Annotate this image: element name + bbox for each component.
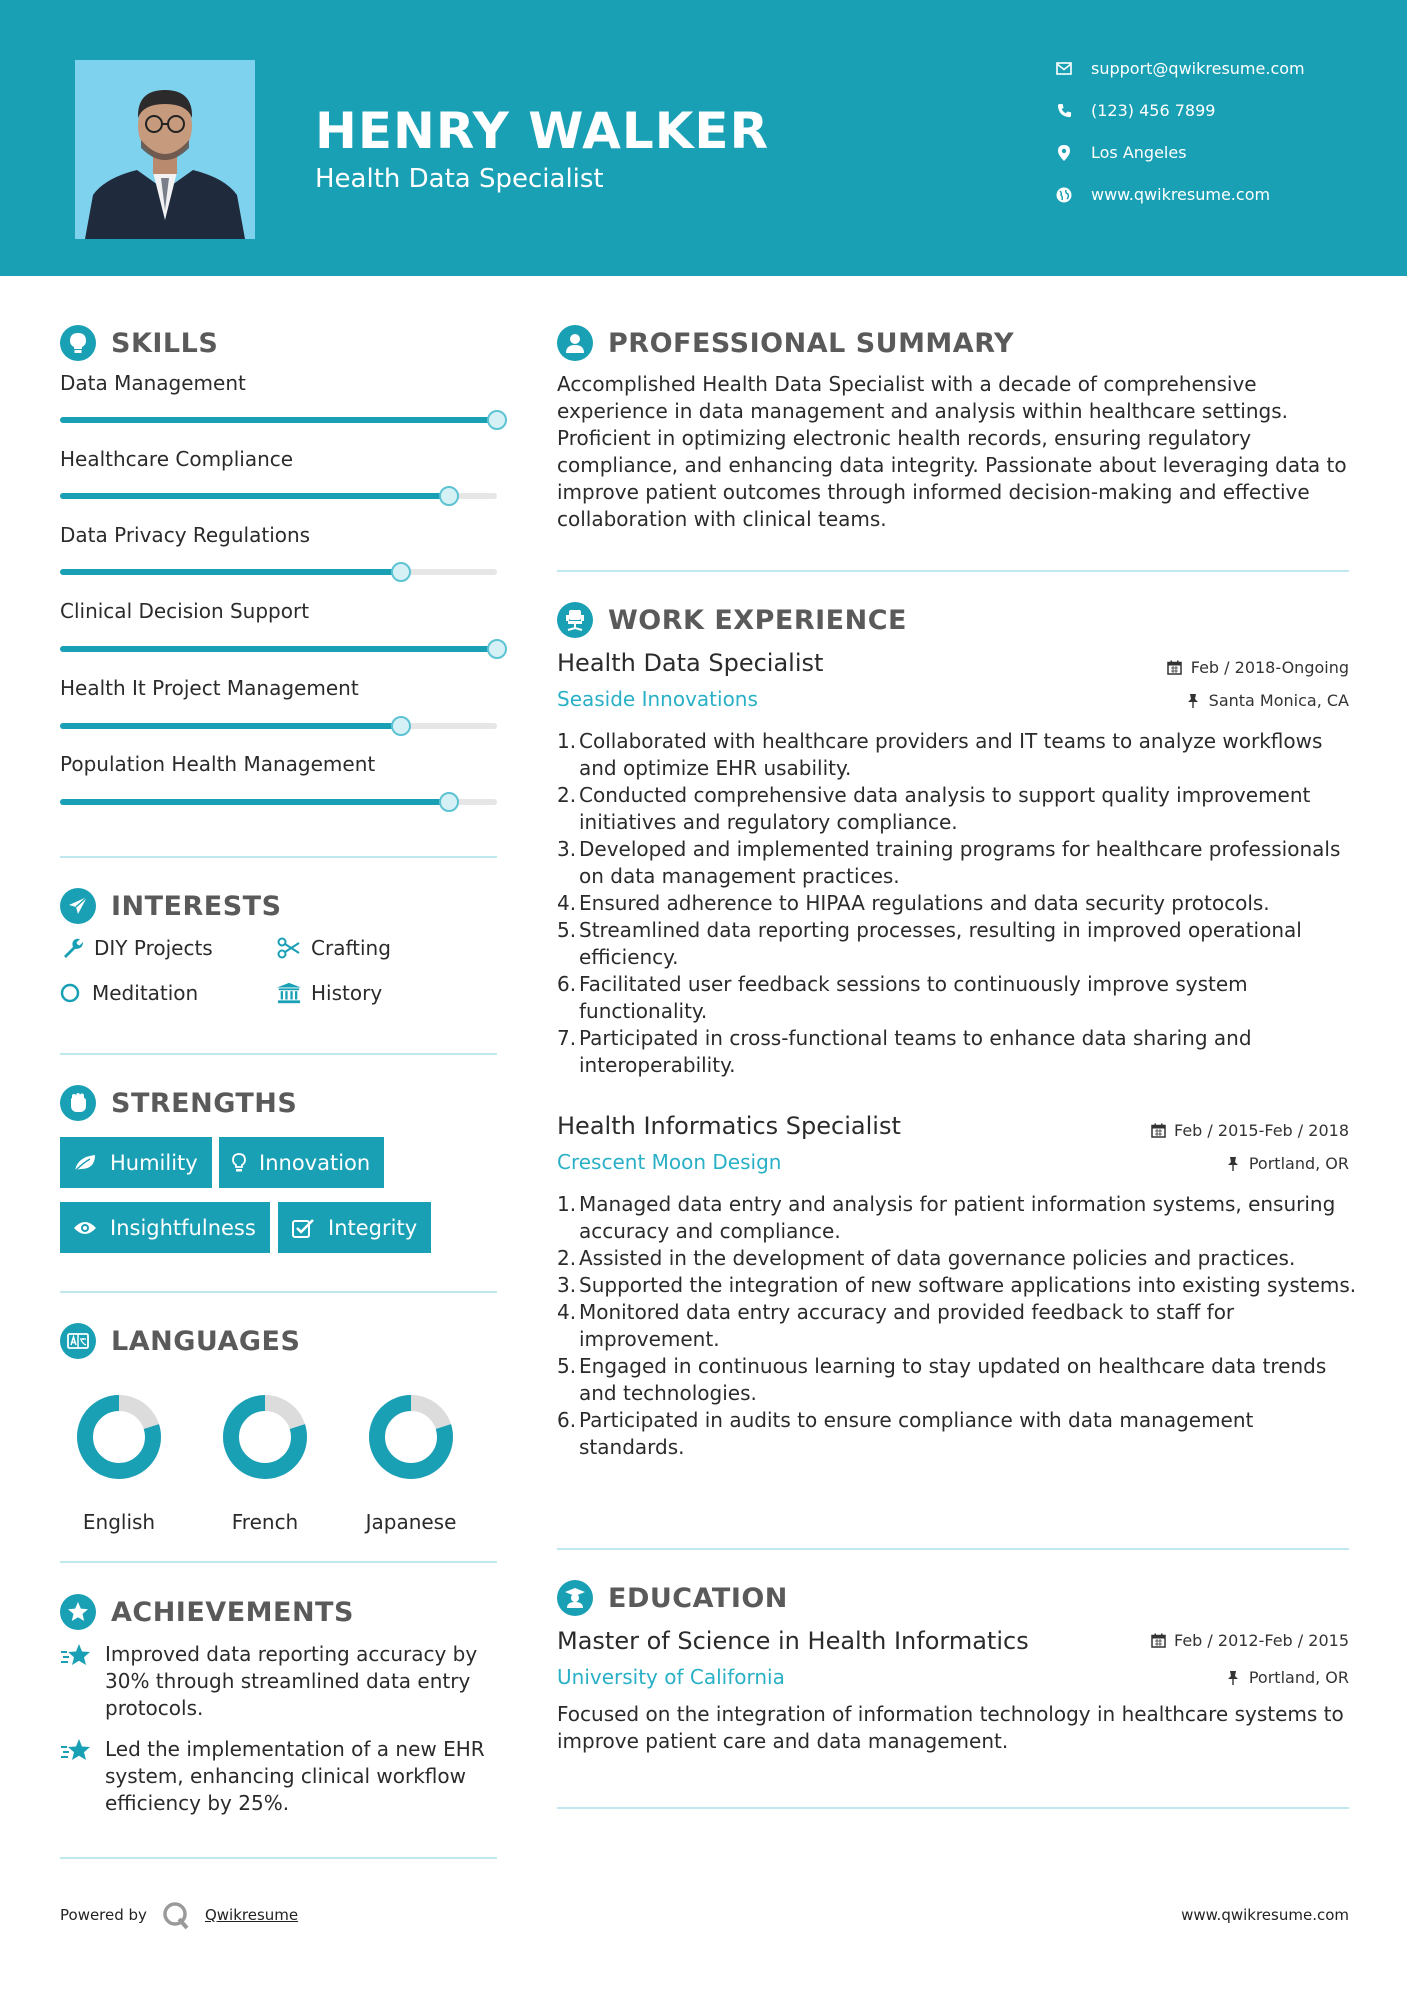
section-divider	[60, 1857, 497, 1859]
thumbtack-icon	[1225, 1156, 1241, 1172]
language-item	[356, 1382, 466, 1534]
envelope-icon	[1055, 60, 1073, 78]
qwikresume-link[interactable]: Qwikresume	[204, 1906, 299, 1924]
achievements-heading: ACHIEVEMENTS	[60, 1594, 354, 1630]
section-divider	[557, 570, 1349, 572]
star-icon	[60, 1738, 92, 1817]
skill-bar	[60, 569, 497, 575]
achievement-item: Led the implementation of a new EHR system, enhancing clinical workflow efficiency by 25%.	[60, 1736, 500, 1817]
job-bullet: 4. Monitored data entry accuracy and provided feedback to staff for improvement.	[557, 1300, 1235, 1351]
contact-email-text: support@qwikresume.com	[1091, 59, 1305, 78]
skill-label: Data Privacy Regulations	[60, 523, 311, 547]
job-company: Seaside Innovations	[557, 687, 758, 711]
skill-bar-knob	[439, 486, 459, 506]
check-square-icon	[290, 1217, 316, 1239]
lightbulb-icon	[231, 1152, 247, 1174]
graduate-icon	[557, 1580, 593, 1616]
job-title: Health Informatics Specialist	[557, 1112, 901, 1140]
language-label: Japanese	[365, 1510, 457, 1534]
footer-website[interactable]: www.qwikresume.com	[1181, 1906, 1349, 1924]
strength-tag: Insightfulness	[60, 1202, 270, 1253]
skill-label: Health It Project Management	[60, 676, 359, 700]
calendar-icon	[1150, 1123, 1166, 1139]
skill-bar	[60, 646, 497, 652]
education-degree: Master of Science in Health Informatics	[557, 1627, 1029, 1655]
user-icon	[557, 325, 593, 361]
wrench-icon	[60, 936, 84, 960]
skill-bar-knob	[439, 792, 459, 812]
interests-heading: INTERESTS	[60, 888, 282, 924]
summary-heading: PROFESSIONAL SUMMARY	[557, 325, 1014, 361]
paper-plane-icon	[60, 888, 96, 924]
job-title: Health Data Specialist	[557, 649, 824, 677]
skills-heading: SKILLS	[60, 325, 218, 361]
job-bullet: 2. Assisted in the development of data governance policies and practices.	[557, 1246, 1296, 1270]
lightbulb-icon	[60, 325, 96, 361]
leaf-icon	[72, 1152, 98, 1174]
language-label: English	[82, 1510, 156, 1534]
skill-bar-knob	[487, 410, 507, 430]
language-label: French	[231, 1510, 299, 1534]
eye-icon	[72, 1217, 98, 1239]
calendar-icon	[1167, 660, 1183, 676]
calendar-icon	[1150, 1633, 1166, 1649]
language-item	[210, 1382, 320, 1534]
section-divider	[60, 1053, 497, 1055]
experience-heading: WORK EXPERIENCE	[557, 602, 907, 638]
language-item	[64, 1382, 174, 1534]
job-bullet: 6. Participated in audits to ensure compliance with data management standards.	[557, 1408, 1254, 1459]
interest-item: Meditation	[60, 981, 198, 1005]
contact-website-text: www.qwikresume.com	[1091, 185, 1271, 204]
strength-tag: Humility	[60, 1137, 212, 1188]
contact-phone[interactable]	[1055, 101, 1215, 120]
skill-bar-knob	[391, 716, 411, 736]
skill-label: Data Management	[60, 371, 246, 395]
job-company: Crescent Moon Design	[557, 1150, 782, 1174]
skill-bar	[60, 417, 497, 423]
contact-location	[1055, 143, 1187, 162]
contact-location-text: Los Angeles	[1091, 143, 1187, 162]
contact-website[interactable]	[1055, 185, 1270, 204]
language-icon	[60, 1323, 96, 1359]
globe-icon	[1055, 186, 1073, 204]
skill-bar	[60, 799, 497, 805]
education-dates: Feb / 2012-Feb / 2015	[1150, 1631, 1349, 1650]
job-bullet: 4. Ensured adherence to HIPAA regulations and data security protocols.	[557, 891, 1270, 915]
office-chair-icon	[557, 602, 593, 638]
thumbtack-icon	[1225, 1670, 1241, 1686]
institution-icon	[277, 981, 301, 1005]
circle-icon	[60, 981, 80, 1005]
skill-label: Population Health Management	[60, 752, 376, 776]
interest-item: DIY Projects	[60, 936, 213, 960]
job-bullet: 2. Conducted comprehensive data analysis to support quality improvement initiatives and regulatory compliance.	[557, 783, 1311, 834]
candidate-title: Health Data Specialist	[315, 164, 604, 194]
interest-item: Crafting	[277, 936, 391, 960]
job-bullet: 3. Supported the integration of new software applications into existing systems.	[557, 1273, 1357, 1297]
interest-item: History	[277, 981, 382, 1005]
job-bullet: 7. Participated in cross-functional teams to enhance data sharing and interoperability.	[557, 1026, 1252, 1077]
achievement-item: Improved data reporting accuracy by 30% through streamlined data entry protocols.	[60, 1641, 500, 1722]
phone-icon	[1055, 102, 1073, 120]
section-divider	[60, 1561, 497, 1563]
skill-label: Healthcare Compliance	[60, 447, 294, 471]
skill-bar-fill	[60, 799, 449, 805]
skill-bar-knob	[391, 562, 411, 582]
skill-label: Clinical Decision Support	[60, 599, 310, 623]
skill-bar-fill	[60, 417, 497, 423]
strengths-heading: STRENGTHS	[60, 1085, 297, 1121]
footer-powered-by: Powered by Qwikresume	[60, 1900, 298, 1930]
section-divider	[557, 1548, 1349, 1550]
education-heading: EDUCATION	[557, 1580, 788, 1616]
candidate-name: HENRY WALKER	[315, 102, 770, 160]
map-marker-icon	[1055, 144, 1073, 162]
fist-icon	[60, 1085, 96, 1121]
summary-text: Accomplished Health Data Specialist with a decade of comprehensive experience in data management and analysis within healthcare settings. Proficient in optimizing electronic health records, ensuring regulatory compliance, and enhancing data integrity. Passionate about leveraging data to improve patient outcomes through informed decision-making and effective collaboration with clinical teams.	[557, 372, 1347, 531]
skill-bar-fill	[60, 723, 401, 729]
job-dates: Feb / 2018-Ongoing	[1167, 658, 1349, 677]
job-bullets	[557, 1191, 1357, 1461]
skill-bar-fill	[60, 493, 449, 499]
skill-bar-fill	[60, 646, 497, 652]
skill-bar	[60, 723, 497, 729]
job-bullets	[557, 728, 1357, 1079]
thumbtack-icon	[1185, 693, 1201, 709]
contact-email[interactable]	[1055, 59, 1305, 78]
skill-bar-knob	[487, 639, 507, 659]
language-donut	[64, 1382, 174, 1492]
job-dates: Feb / 2015-Feb / 2018	[1150, 1121, 1349, 1140]
resume-header	[0, 0, 1407, 276]
education-school: University of California	[557, 1665, 785, 1689]
section-divider	[557, 1807, 1349, 1809]
education-description: Focused on the integration of information technology in healthcare systems to improve patient care and data management.	[557, 1702, 1344, 1753]
languages-heading: LANGUAGES	[60, 1323, 300, 1359]
section-divider	[60, 1291, 497, 1293]
job-bullet: 5. Engaged in continuous learning to stay updated on healthcare data trends and technologies.	[557, 1354, 1327, 1405]
job-bullet: 1. Collaborated with healthcare providers and IT teams to analyze workflows and optimize EHR usability.	[557, 729, 1323, 780]
job-bullet: 6. Facilitated user feedback sessions to continuously improve system functionality.	[557, 972, 1248, 1023]
language-donut	[210, 1382, 320, 1492]
star-badge-icon	[60, 1594, 96, 1630]
job-bullet: 5. Streamlined data reporting processes, resulting in improved operational efficiency.	[557, 918, 1302, 969]
skill-bar	[60, 493, 497, 499]
strength-tag: Innovation	[219, 1137, 384, 1188]
strength-tag: Integrity	[278, 1202, 431, 1253]
job-location: Santa Monica, CA	[1185, 691, 1349, 710]
profile-photo	[75, 60, 255, 239]
language-donut	[356, 1382, 466, 1492]
section-divider	[60, 856, 497, 858]
job-bullet: 1. Managed data entry and analysis for patient information systems, ensuring accuracy and compliance.	[557, 1192, 1336, 1243]
education-location: Portland, OR	[1225, 1668, 1349, 1687]
star-icon	[60, 1643, 92, 1722]
job-location: Portland, OR	[1225, 1154, 1349, 1173]
contact-phone-text: (123) 456 7899	[1091, 101, 1216, 120]
scissors-icon	[277, 936, 301, 960]
qwikresume-logo-icon	[161, 1900, 191, 1930]
job-bullet: 3. Developed and implemented training programs for healthcare professionals on data management practices.	[557, 837, 1341, 888]
skill-bar-fill	[60, 569, 401, 575]
